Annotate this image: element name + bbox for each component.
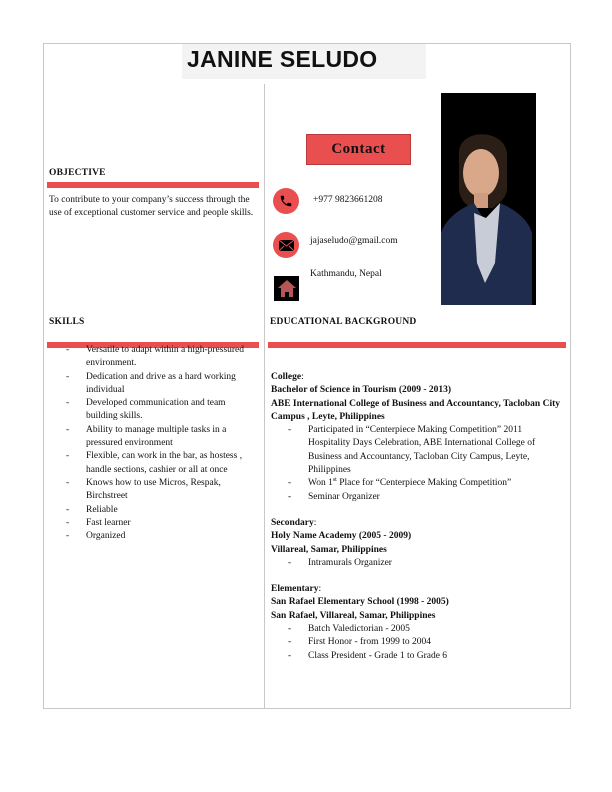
secondary-school: Holy Name Academy (2005 - 2009) — [271, 531, 412, 542]
email-link[interactable]: jajaseludo@gmail.com — [310, 236, 398, 246]
elementary-item: - Class President - Grade 1 to Grade 6 — [288, 650, 563, 663]
education-heading: EDUCATIONAL BACKGROUND — [270, 317, 417, 327]
skills-heading: SKILLS — [49, 317, 85, 327]
skill-item: - Versatile to adapt within a high-pressured environment. — [66, 344, 258, 371]
elementary-location: San Rafael, Villareal, Samar, Philippines — [271, 610, 436, 621]
contact-heading: Contact — [306, 134, 411, 165]
home-icon — [274, 276, 299, 301]
resume-name: JANINE SELUDO — [182, 44, 426, 79]
column-divider — [264, 84, 265, 708]
elementary-label: Elementary — [271, 584, 319, 595]
ordinal-suffix: st — [332, 477, 337, 484]
phone-number: +977 9823661208 — [313, 195, 383, 205]
skill-item: - Flexible, can work in the bar, as hostess , handle sections, cashier or all at once — [66, 450, 258, 477]
skill-item: - Developed communication and team building skills. — [66, 397, 258, 424]
elementary-item: - Batch Valedictorian - 2005 — [288, 623, 563, 636]
skill-item: - Reliable — [66, 504, 258, 517]
college-item: - Participated in “Centerpiece Making Competition” 2011 Hospitality Days Celebration, ABE International College of Business and Accountancy, Tacloban City Campus, Leyte, Philippines — [288, 424, 563, 477]
email-icon — [273, 232, 299, 258]
college-item: - Won 1st Place for “Centerpiece Making Competition” — [288, 477, 563, 490]
education-section: College: Bachelor of Science in Tourism (2009 - 2013) ABE International College of Business and Accountancy, Tacloban City Campus , Leyte, Philippines - Participated in “Centerpiece Making Competition” 2011 Hospitality Days Celebration, ABE International College of Business and Accountancy, Tacloban City Campus, Leyte, Philippines - Won 1st Place for “Centerpiece Making Competition” - Seminar Organizer Secondary: Holy Name Academy (2005 - 2009) Villareal, Samar, Philippines - Intramurals Organizer Elementary: San Rafael Elementary School (1998 - 2005) San Rafael, Villareal, Samar, Philippines - Batch Valedictorian - 2005 - First Honor - from 1999 to 2004 - Class President - Grade 1 to Grade 6 — [271, 371, 563, 663]
college-degree: Bachelor of Science in Tourism (2009 - 2013) — [271, 385, 452, 396]
elementary-item: - First Honor - from 1999 to 2004 — [288, 636, 563, 649]
profile-photo — [441, 93, 536, 305]
college-label: College — [271, 372, 302, 382]
secondary-location: Villareal, Samar, Philippines — [271, 544, 387, 555]
college-school: ABE International College of Business and Accountancy, Tacloban City Campus , Leyte, Philippines — [271, 398, 561, 422]
skill-item: - Ability to manage multiple tasks in a pressured environment — [66, 424, 258, 451]
college-item: - Seminar Organizer — [288, 491, 563, 504]
skill-item: - Knows how to use Micros, Respak, Birchstreet — [66, 477, 258, 504]
objective-heading: OBJECTIVE — [49, 168, 106, 178]
skills-list — [66, 344, 258, 543]
education-bar — [268, 342, 566, 348]
objective-text: To contribute to your company’s success through the use of exceptional customer service and people skills. — [49, 195, 254, 219]
skill-item: - Dedication and drive as a hard working individual — [66, 371, 258, 398]
skill-item: - Fast learner — [66, 517, 258, 530]
phone-icon — [273, 188, 299, 214]
elementary-school: San Rafael Elementary School (1998 - 2005) — [271, 597, 449, 608]
secondary-label: Secondary — [271, 517, 314, 528]
secondary-item: - Intramurals Organizer — [288, 557, 563, 570]
objective-bar — [47, 182, 259, 188]
skill-item: - Organized — [66, 530, 258, 543]
address: Kathmandu, Nepal — [310, 269, 382, 279]
